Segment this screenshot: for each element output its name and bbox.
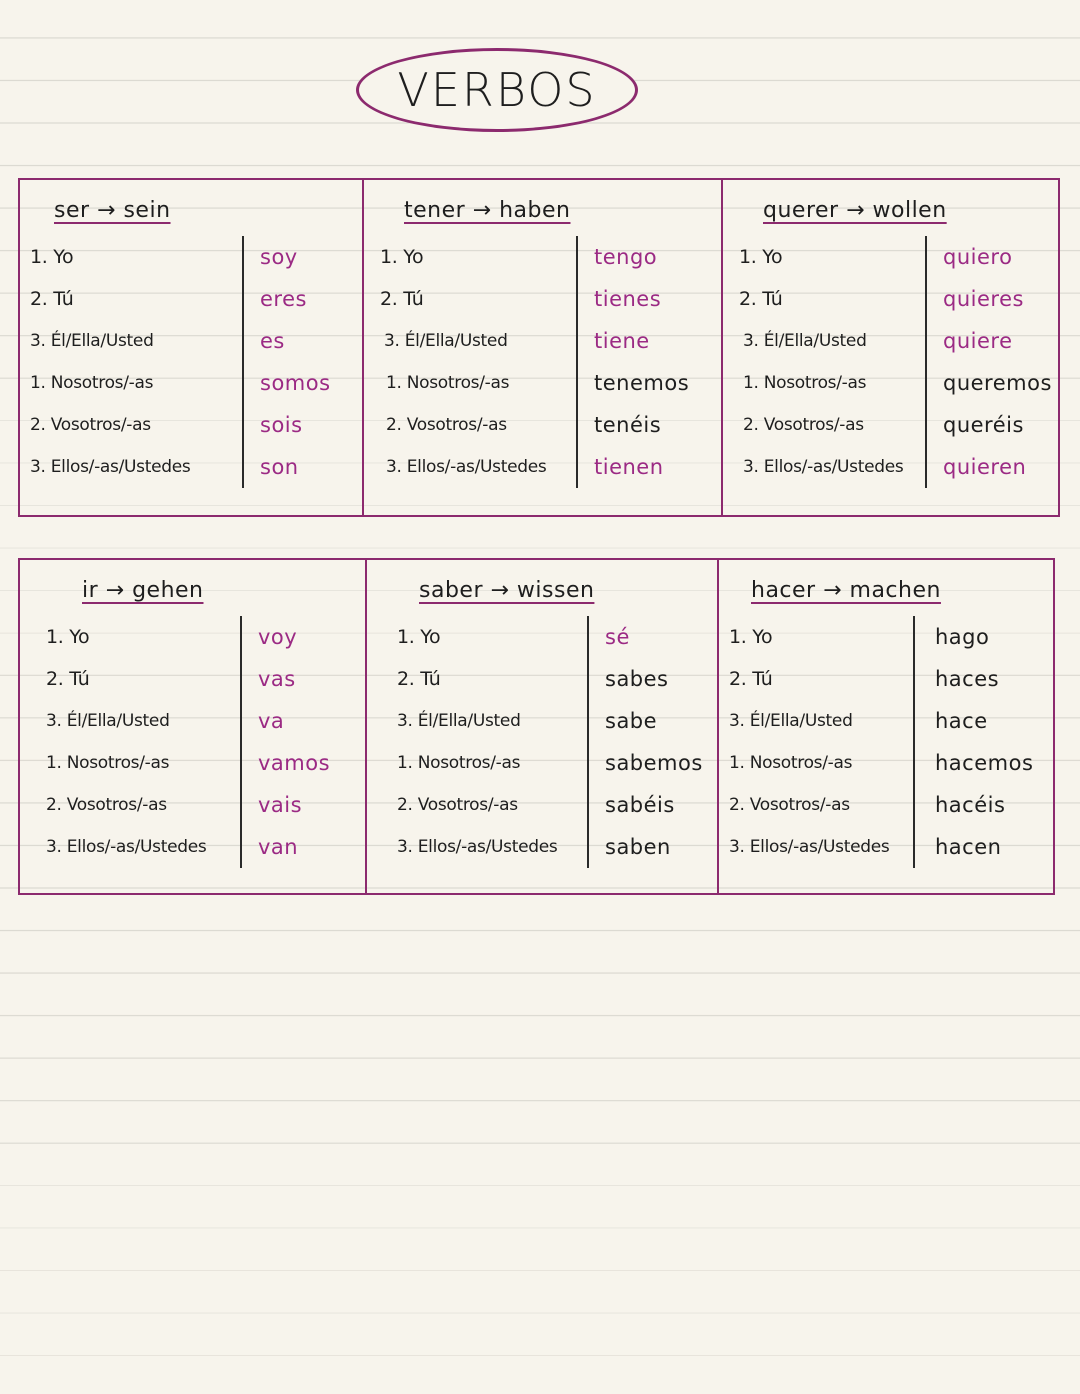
conjugation-row <box>729 700 1047 742</box>
verb-form: somos <box>260 371 331 395</box>
pronoun: 1. Yo <box>30 236 244 278</box>
conjugation-row <box>374 236 715 278</box>
pronoun: 2. Tú <box>729 658 915 700</box>
pronoun: 3. Él/Ella/Usted <box>30 700 242 742</box>
conjugation-row <box>30 320 356 362</box>
pronoun: 3. Él/Ella/Usted <box>729 700 915 742</box>
verb-form: queremos <box>943 371 1052 395</box>
verb-form: soy <box>260 245 298 269</box>
conjugation-row <box>733 404 1052 446</box>
pronoun: 2. Vosotros/-as <box>30 404 244 446</box>
conjugation-list <box>729 616 1047 868</box>
verb-form: son <box>260 455 299 479</box>
pronoun: 2. Tú <box>374 278 578 320</box>
verb-form: hacéis <box>935 793 1006 817</box>
conjugation-row <box>30 446 356 488</box>
conjugation-row <box>733 320 1052 362</box>
conjugation-row <box>374 320 715 362</box>
conjugation-list <box>30 236 356 488</box>
verb-heading: querer → wollen <box>763 198 947 223</box>
verb-form: sabemos <box>605 751 703 775</box>
conjugation-row <box>377 742 711 784</box>
pronoun: 2. Vosotros/-as <box>733 404 927 446</box>
pronoun: 1. Nosotros/-as <box>377 742 589 784</box>
verb-form: es <box>260 329 285 353</box>
pronoun: 1. Yo <box>374 236 578 278</box>
verb-panel-saber <box>365 560 717 893</box>
pronoun: 1. Yo <box>377 616 589 658</box>
pronoun: 3. Ellos/-as/Ustedes <box>729 826 915 868</box>
conjugation-row <box>374 404 715 446</box>
verb-form: vamos <box>258 751 331 775</box>
verb-form: quieren <box>943 455 1027 479</box>
verb-form: hago <box>935 625 990 649</box>
pronoun: 2. Tú <box>30 658 242 700</box>
conjugation-row <box>30 658 359 700</box>
verb-heading: ir → gehen <box>82 578 204 603</box>
verb-form: quiere <box>943 329 1013 353</box>
verb-form: hacen <box>935 835 1002 859</box>
verb-form: saben <box>605 835 671 859</box>
conjugation-row <box>733 362 1052 404</box>
verb-form: queréis <box>943 413 1024 437</box>
pronoun: 2. Vosotros/-as <box>374 404 578 446</box>
conjugation-row <box>374 446 715 488</box>
verb-form: hacemos <box>935 751 1034 775</box>
verb-heading: ser → sein <box>54 198 171 223</box>
verb-form: vas <box>258 667 296 691</box>
verb-form: vais <box>258 793 303 817</box>
conjugation-row <box>377 616 711 658</box>
conjugation-list <box>30 616 359 868</box>
pronoun: 2. Tú <box>733 278 927 320</box>
verb-form: quiero <box>943 245 1013 269</box>
pronoun: 2. Vosotros/-as <box>729 784 915 826</box>
pronoun: 3. Él/Ella/Usted <box>377 700 589 742</box>
verb-form: sé <box>605 625 630 649</box>
verb-form: tengo <box>594 245 658 269</box>
pronoun: 1. Nosotros/-as <box>374 362 578 404</box>
pronoun: 3. Él/Ella/Usted <box>30 320 244 362</box>
verb-form: tienen <box>594 455 664 479</box>
pronoun: 3. Ellos/-as/Ustedes <box>30 826 242 868</box>
conjugation-row <box>30 362 356 404</box>
conjugation-row <box>30 700 359 742</box>
conjugation-row <box>377 784 711 826</box>
conjugation-row <box>30 404 356 446</box>
pronoun: 3. Ellos/-as/Ustedes <box>733 446 927 488</box>
page-title: VERBOS <box>397 63 597 117</box>
pronoun: 3. Ellos/-as/Ustedes <box>374 446 578 488</box>
conjugation-row <box>733 446 1052 488</box>
conjugation-list <box>374 236 715 488</box>
verb-panel-hacer <box>717 560 1053 893</box>
verb-form: tienes <box>594 287 662 311</box>
conjugation-list <box>733 236 1052 488</box>
title-oval <box>356 48 638 132</box>
verb-form: tenéis <box>594 413 662 437</box>
verb-form: sabes <box>605 667 669 691</box>
verb-table-row-2 <box>18 558 1055 895</box>
conjugation-row <box>377 700 711 742</box>
pronoun: 1. Yo <box>729 616 915 658</box>
pronoun: 1. Nosotros/-as <box>729 742 915 784</box>
conjugation-row <box>733 278 1052 320</box>
conjugation-row <box>30 826 359 868</box>
conjugation-list <box>377 616 711 868</box>
conjugation-row <box>729 616 1047 658</box>
conjugation-row <box>30 784 359 826</box>
verb-panel-tener <box>362 180 721 515</box>
conjugation-row <box>30 616 359 658</box>
conjugation-row <box>30 742 359 784</box>
verb-panel-ir <box>20 560 365 893</box>
verb-form: haces <box>935 667 1000 691</box>
verb-form: sabe <box>605 709 658 733</box>
pronoun: 2. Vosotros/-as <box>30 784 242 826</box>
conjugation-row <box>374 362 715 404</box>
pronoun: 1. Nosotros/-as <box>30 742 242 784</box>
conjugation-row <box>377 658 711 700</box>
pronoun: 3. Él/Ella/Usted <box>374 320 578 362</box>
pronoun: 1. Nosotros/-as <box>30 362 244 404</box>
conjugation-row <box>729 826 1047 868</box>
verb-form: sabéis <box>605 793 675 817</box>
verb-form: quieres <box>943 287 1024 311</box>
pronoun: 3. Ellos/-as/Ustedes <box>377 826 589 868</box>
conjugation-row <box>729 658 1047 700</box>
verb-form: hace <box>935 709 988 733</box>
pronoun: 1. Nosotros/-as <box>733 362 927 404</box>
pronoun: 3. Él/Ella/Usted <box>733 320 927 362</box>
conjugation-row <box>374 278 715 320</box>
verb-heading: tener → haben <box>404 198 571 223</box>
conjugation-row <box>729 742 1047 784</box>
pronoun: 2. Vosotros/-as <box>377 784 589 826</box>
pronoun: 2. Tú <box>377 658 589 700</box>
verb-form: van <box>258 835 299 859</box>
verb-form: tiene <box>594 329 650 353</box>
conjugation-row <box>733 236 1052 278</box>
verb-panel-querer <box>721 180 1058 515</box>
pronoun: 1. Yo <box>30 616 242 658</box>
verb-form: sois <box>260 413 303 437</box>
conjugation-row <box>30 236 356 278</box>
pronoun: 2. Tú <box>30 278 244 320</box>
pronoun: 3. Ellos/-as/Ustedes <box>30 446 244 488</box>
verb-heading: saber → wissen <box>419 578 595 603</box>
verb-form: eres <box>260 287 307 311</box>
pronoun: 1. Yo <box>733 236 927 278</box>
conjugation-row <box>377 826 711 868</box>
verb-heading: hacer → machen <box>751 578 941 603</box>
conjugation-row <box>30 278 356 320</box>
verb-form: va <box>258 709 285 733</box>
conjugation-row <box>729 784 1047 826</box>
verb-table-row-1 <box>18 178 1060 517</box>
verb-panel-ser <box>20 180 362 515</box>
verb-form: tenemos <box>594 371 690 395</box>
verb-form: voy <box>258 625 298 649</box>
